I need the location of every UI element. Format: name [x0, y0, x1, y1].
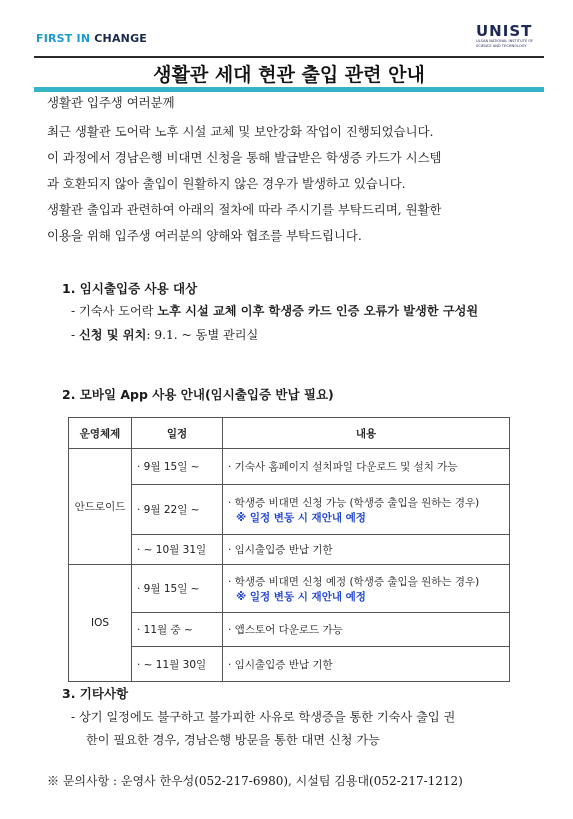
- row-date: · 11월 중 ~: [132, 613, 223, 647]
- schedule-change-note: ※ 일정 변동 시 재안내 예정: [236, 590, 366, 603]
- row-date: · 9월 15일 ~: [132, 449, 223, 485]
- intro-line-1: 최근 생활관 도어락 노후 시설 교체 및 보안강화 작업이 진행되었습니다.: [47, 124, 434, 139]
- title-block: [34, 56, 544, 92]
- os-android: 안드로이드: [69, 449, 132, 565]
- row-date: · ~ 11월 30일: [132, 647, 223, 682]
- title-top-rule: [34, 56, 544, 58]
- section1-item-location: - 신청 및 위치: 9.1. ~ 동별 관리실: [71, 328, 259, 342]
- table-row: [69, 535, 510, 565]
- table-row: [69, 647, 510, 682]
- section2-title: 2. 모바일 App 사용 안내(임시출입증 반납 필요): [62, 387, 334, 402]
- row-date: · 9월 22일 ~: [132, 485, 223, 535]
- header-bar: [28, 22, 548, 50]
- header-schedule: 일정: [132, 418, 223, 449]
- row-content: · 학생증 비대면 신청 가능 (학생증 출입을 원하는 경우) ※ 일정 변동 시 재안내 예정: [223, 485, 510, 535]
- table-row: [69, 449, 510, 485]
- intro-line-4: 생활관 출입과 관련하여 아래의 절차에 따라 주시기를 부탁드리며, 원활한: [47, 202, 442, 217]
- row-content: · 기숙사 홈페이지 설치파일 다운로드 및 설치 가능: [223, 449, 510, 485]
- section1-title: 1. 임시출입증 사용 대상: [62, 281, 198, 296]
- os-ios: IOS: [69, 565, 132, 682]
- table-row: [69, 613, 510, 647]
- unist-logo: UNIST ULSAN NATIONAL INSTITUTE OF SCIENCE AND TECHNOLOGY: [476, 22, 534, 48]
- intro-line-3: 과 호환되지 않아 출입이 원활하지 않은 경우가 발생하고 있습니다.: [47, 176, 406, 191]
- section3-title: 3. 기타사항: [62, 686, 129, 701]
- schedule-change-note: ※ 일정 변동 시 재안내 예정: [236, 511, 366, 524]
- intro-line-2: 이 과정에서 경남은행 비대면 신청을 통해 발급받은 학생증 카드가 시스템: [47, 150, 442, 165]
- contact-info: ※ 문의사항 : 운영사 한우성(052-217-6980), 시설팀 김용대(052-217-1212): [47, 774, 463, 788]
- table-row: [69, 485, 510, 535]
- intro-line-5: 이용을 위해 입주생 여러분의 양해와 협조를 부탁드립니다.: [47, 228, 362, 243]
- section1-item-target: - 기숙사 도어락 노후 시설 교체 이후 학생증 카드 인증 오류가 발생한 구성원: [71, 304, 479, 318]
- title-accent-rule: [34, 87, 544, 92]
- header-os: 운영체제: [69, 418, 132, 449]
- intro-greeting: 생활관 입주생 여러분께: [47, 95, 175, 110]
- row-date: · ~ 10월 31일: [132, 535, 223, 565]
- row-content: · 임시출입증 반납 기한: [223, 535, 510, 565]
- table-header-row: [69, 418, 510, 449]
- row-content: · 학생증 비대면 신청 예정 (학생증 출입을 원하는 경우) ※ 일정 변동 시 재안내 예정: [223, 565, 510, 613]
- header-content: 내용: [223, 418, 510, 449]
- row-date: · 9월 15일 ~: [132, 565, 223, 613]
- section3-line-1: - 상기 일정에도 불구하고 불가피한 사유로 학생증을 통한 기숙사 출입 권: [71, 710, 456, 724]
- section3-line-2: 한이 필요한 경우, 경남은행 방문을 통한 대면 신청 가능: [86, 733, 380, 747]
- schedule-table: [68, 417, 510, 682]
- first-in-change-logo: FIRST IN CHANGE: [36, 32, 148, 45]
- table-row: [69, 565, 510, 613]
- row-content: · 임시출입증 반납 기한: [223, 647, 510, 682]
- row-content: · 앱스토어 다운로드 가능: [223, 613, 510, 647]
- page-title: 생활관 세대 현관 출입 관련 안내: [153, 64, 425, 86]
